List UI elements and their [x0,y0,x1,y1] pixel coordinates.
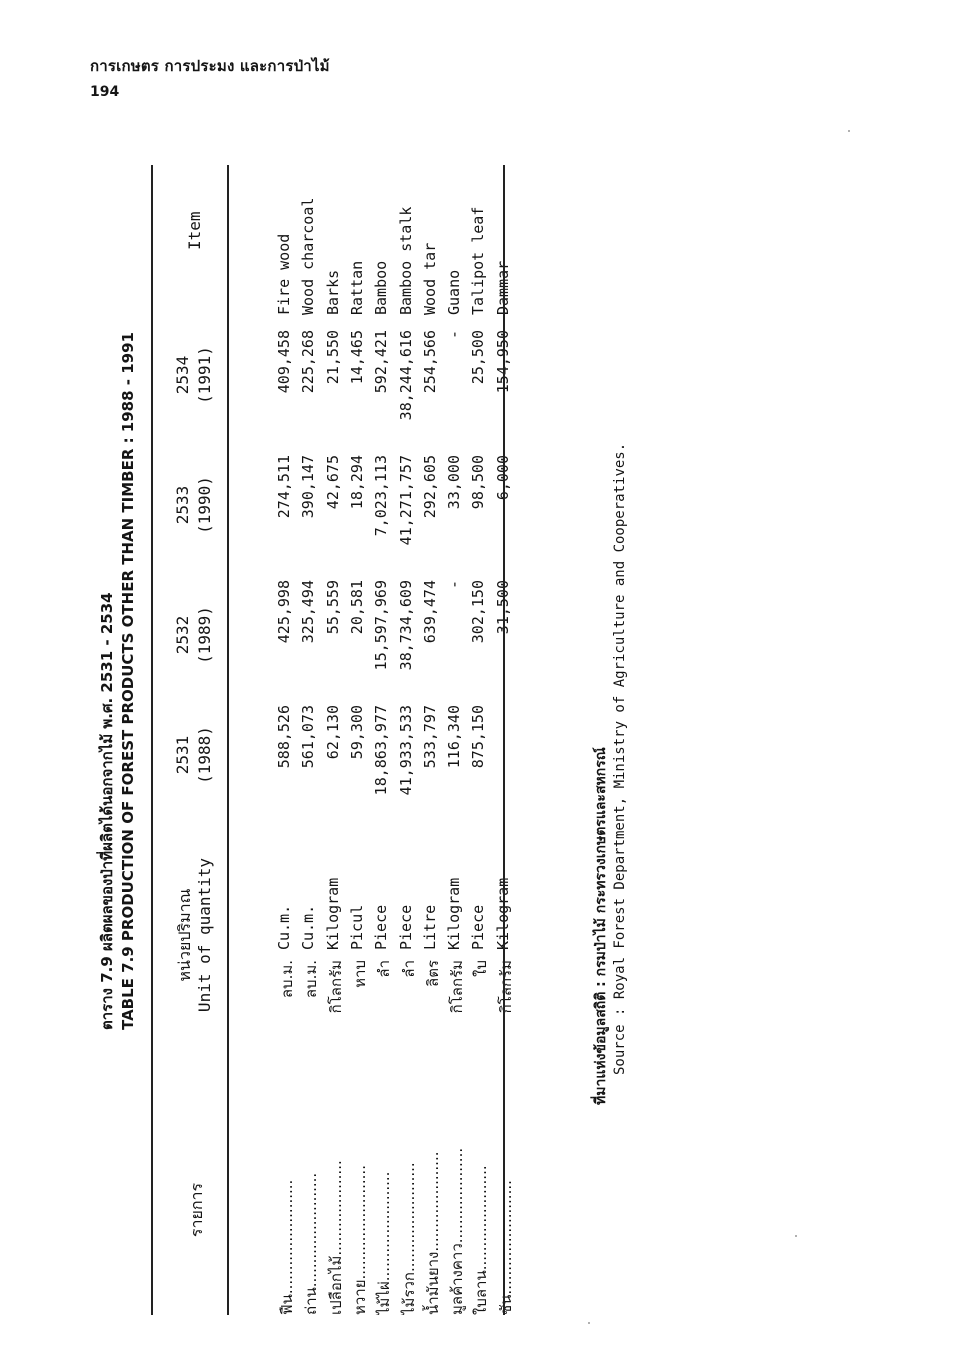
table-title-en: TABLE 7.9 PRODUCTION OF FOREST PRODUCTS OTHER THAN TIMBER : 1988 - 1991 [119,332,137,1030]
cell-1989: - [445,580,464,590]
cell-1990: 274,511 [275,455,293,519]
cell-unit-en: Litre [420,904,439,950]
cell-item-en: Bamboo [372,260,391,315]
header-2533: 2533 [173,485,192,525]
header-1989: (1989) [195,606,214,664]
cell-unit-th: ลิตร [423,960,442,987]
cell-item-th: ไม้ไผ่....................... [375,1171,394,1315]
cell-item-th: ถ่าน........................ [302,1172,321,1315]
header-2532: 2532 [173,615,192,655]
cell-unit-en: Kilogram [323,877,342,950]
source-th: ที่มาแห่งข้อมูลสถิติ : กรมป่าไม้ กระทรวงเกษตรและสหกรณ์ [593,747,609,1105]
cell-unit-th: กิโลกรัม [448,960,467,1014]
cell-unit-th: กิโลกรัม [326,960,345,1014]
cell-item-th: ฟืน........................ [278,1179,296,1315]
cell-unit-en: Cu.m. [275,904,293,950]
cell-1991: 38,244,616 [396,330,415,421]
cell-unit-th: ใบ [472,960,491,977]
cell-item-en: Dammar [493,260,512,315]
cell-1989: 302,150 [469,580,488,644]
cell-unit-th: ลบ.ม. [278,960,296,999]
cell-item-en: Barks [323,269,342,315]
cell-1988: 588,526 [275,705,293,769]
cell-item-th: เปลือกไม้.................... [326,1160,345,1315]
cell-1989: 325,494 [299,580,318,644]
table-top-rule [151,165,153,1315]
cell-item-en: Talipot leaf [469,206,488,315]
cell-item-en: Rattan [347,260,366,315]
cell-1990: 41,271,757 [396,455,415,546]
cell-unit-th: ลำ [375,960,394,978]
cell-item-th: ใบลาน...................... [472,1165,491,1315]
cell-1988: 533,797 [420,705,439,769]
cell-unit-en: Kilogram [493,877,512,950]
cell-1989: 425,998 [275,580,293,644]
cell-1988: 62,130 [323,705,342,760]
cell-1990: 6,000 [493,455,512,501]
page-number: 194 [90,84,120,100]
cell-1988: 18,863,977 [372,705,391,796]
header-2534: 2534 [173,355,192,395]
cell-unit-en: Picul [347,904,366,950]
cell-1991: 14,465 [347,330,366,385]
cell-unit-en: Piece [396,904,415,950]
header-item-th: รายการ [187,1182,206,1238]
cell-item-th: ชัน........................ [496,1180,515,1315]
cell-1988: 561,073 [299,705,318,769]
cell-1990: 42,675 [323,455,342,510]
cell-unit-th: ลำ [399,960,418,978]
cell-unit-th: กิโลกรัม [496,960,515,1014]
table-title-th: ตาราง 7.9 ผลิตผลของป่าที่ผลิตได้นอกจากไม้ พ.ศ. 2531 - 2534 [98,592,116,1030]
cell-1990: 18,294 [347,455,366,510]
cell-1991: 25,500 [469,330,488,385]
cell-1988: - [493,705,512,715]
cell-1988: 41,933,533 [396,705,415,796]
cell-unit-en: Piece [372,904,391,950]
cell-1990: 33,000 [445,455,464,510]
cell-1991: 21,550 [323,330,342,385]
cell-1988: 875,150 [469,705,488,769]
rotated-table [85,160,645,1330]
cell-1989: 20,581 [347,580,366,635]
cell-1989: 55,559 [323,580,342,635]
cell-1991: 225,268 [299,330,318,394]
cell-item-th: หวาย........................ [350,1165,369,1315]
cell-item-en: Bamboo stalk [396,206,415,315]
header-item-en: Item [185,211,204,250]
cell-1991: 154,950 [493,330,512,394]
scan-speck [588,1322,590,1324]
cell-1990: 7,023,113 [372,455,391,537]
cell-unit-th: หาบ [350,960,369,988]
cell-item-en: Wood charcoal [299,197,318,315]
running-head: การเกษตร การประมง และการป่าไม้ [90,57,330,75]
header-unit-en: Unit of quantity [195,857,214,1013]
cell-unit-en: Cu.m. [299,904,318,950]
header-1988: (1988) [195,726,214,784]
cell-1991: 409,458 [275,330,293,394]
cell-1991: - [445,330,464,340]
cell-1989: 38,734,609 [396,580,415,671]
cell-unit-en: Piece [469,904,488,950]
cell-unit-th: ลบ.ม. [302,960,321,999]
cell-1988: 116,340 [445,705,464,769]
cell-1989: 15,597,969 [372,580,391,671]
cell-1990: 98,500 [469,455,488,510]
cell-1990: 292,605 [420,455,439,519]
cell-item-en: Guano [445,269,464,315]
cell-1990: 390,147 [299,455,318,519]
cell-item-th: มูลค้างคาว.................... [448,1147,467,1315]
cell-1991: 254,566 [420,330,439,394]
cell-1989: 31,500 [493,580,512,635]
header-1990: (1990) [195,476,214,534]
cell-1988: 59,300 [347,705,366,760]
table-bottom-rule [503,165,505,1315]
scan-speck [795,1235,797,1237]
scan-speck [848,130,850,132]
table-header-rule [227,165,229,1315]
cell-item-th: น้ำมันยาง..................... [423,1151,442,1315]
cell-unit-en: Kilogram [445,877,464,950]
cell-1991: 592,421 [372,330,391,394]
header-2531: 2531 [173,735,192,775]
header-unit-th: หน่วยปริมาณ [175,888,194,982]
cell-item-en: Fire wood [275,233,293,315]
cell-1989: 639,474 [420,580,439,644]
cell-item-th: ไม้รวก....................... [399,1162,418,1315]
source-en: Source : Royal Forest Department, Ministry of Agriculture and Cooperatives. [612,442,628,1075]
header-1991: (1991) [195,346,214,404]
cell-item-en: Wood tar [420,242,439,315]
